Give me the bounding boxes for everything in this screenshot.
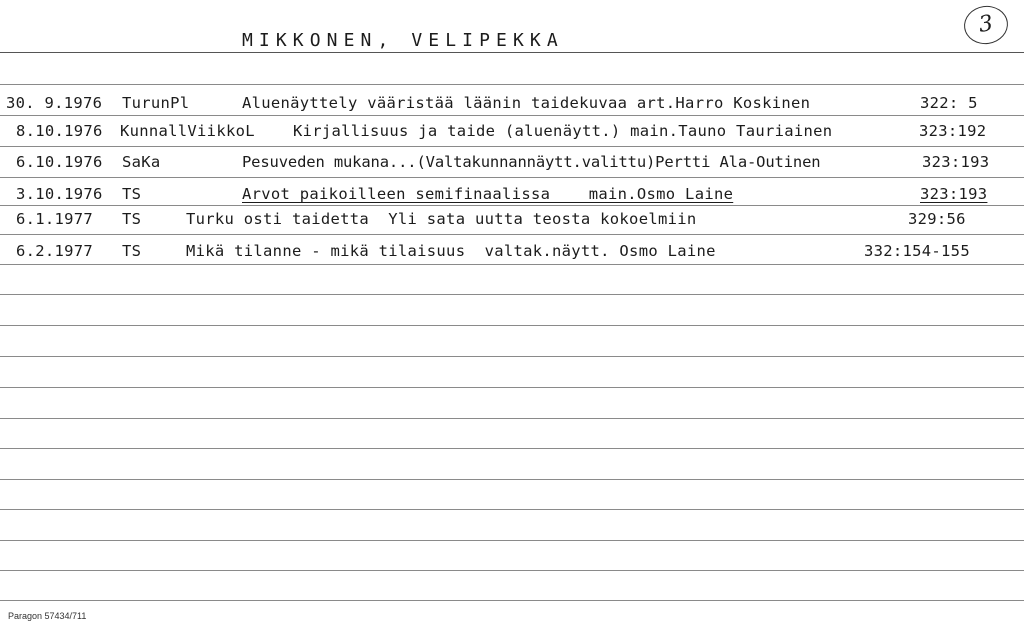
entry-row bbox=[0, 151, 1024, 177]
ruled-line bbox=[0, 448, 1024, 449]
entry-date: 6.2.1977 bbox=[16, 242, 94, 260]
ruled-line bbox=[0, 540, 1024, 541]
ruled-line bbox=[0, 234, 1024, 235]
ruled-line bbox=[0, 84, 1024, 85]
ruled-line bbox=[0, 387, 1024, 388]
entry-source: TS bbox=[122, 242, 142, 260]
entry-source: TS bbox=[122, 185, 142, 203]
entry-row bbox=[0, 183, 1024, 209]
ruled-line bbox=[0, 479, 1024, 480]
ruled-line bbox=[0, 600, 1024, 601]
card-title: MIKKONEN, VELIPEKKA bbox=[242, 30, 564, 51]
entry-ref: 323:193 bbox=[920, 185, 988, 203]
entry-row bbox=[0, 92, 1024, 118]
entry-ref: 322: 5 bbox=[920, 94, 978, 112]
title-rule bbox=[0, 52, 1024, 53]
entry-text: Turku osti taidetta Yli sata uutta teosta kokoelmiin bbox=[186, 210, 697, 228]
entry-ref: 329:56 bbox=[908, 210, 966, 228]
entry-row bbox=[0, 240, 1024, 266]
entry-date: 30. 9.1976 bbox=[6, 94, 103, 112]
entry-text: Arvot paikoilleen semifinaalissa main.Osmo Laine bbox=[242, 185, 734, 203]
entry-date: 6.10.1976 bbox=[16, 153, 103, 171]
card-number-circle: 3 bbox=[962, 3, 1011, 47]
entry-date: 3.10.1976 bbox=[16, 185, 103, 203]
entry-row bbox=[0, 208, 1024, 234]
entry-source: SaKa bbox=[122, 153, 161, 171]
ruled-line bbox=[0, 177, 1024, 178]
card-footer: Paragon 57434/711 bbox=[8, 611, 87, 621]
entry-date: 8.10.1976 bbox=[16, 122, 103, 140]
entry-ref: 332:154-155 bbox=[864, 242, 970, 260]
entry-ref: 323:193 bbox=[922, 153, 990, 171]
ruled-line bbox=[0, 509, 1024, 510]
ruled-line bbox=[0, 418, 1024, 419]
entry-text: Aluenäyttely vääristää läänin taidekuvaa art.Harro Koskinen bbox=[242, 94, 811, 112]
ruled-line bbox=[0, 294, 1024, 295]
ruled-line bbox=[0, 356, 1024, 357]
ruled-line bbox=[0, 146, 1024, 147]
ruled-line bbox=[0, 325, 1024, 326]
entry-text: Pesuveden mukana...(Valtakunnannäytt.valittu)Pertti Ala-Outinen bbox=[242, 153, 821, 171]
entry-source: TS bbox=[122, 210, 142, 228]
entry-text: Kirjallisuus ja taide (aluenäytt.) main.Tauno Tauriainen bbox=[293, 122, 833, 140]
entry-text: Mikä tilanne - mikä tilaisuus valtak.näytt. Osmo Laine bbox=[186, 242, 716, 260]
entry-source: TurunPl bbox=[122, 94, 190, 112]
entry-ref: 323:192 bbox=[919, 122, 987, 140]
entry-source: KunnallViikkoL bbox=[120, 122, 255, 140]
entry-row bbox=[0, 120, 1024, 146]
ruled-line bbox=[0, 570, 1024, 571]
entry-date: 6.1.1977 bbox=[16, 210, 94, 228]
